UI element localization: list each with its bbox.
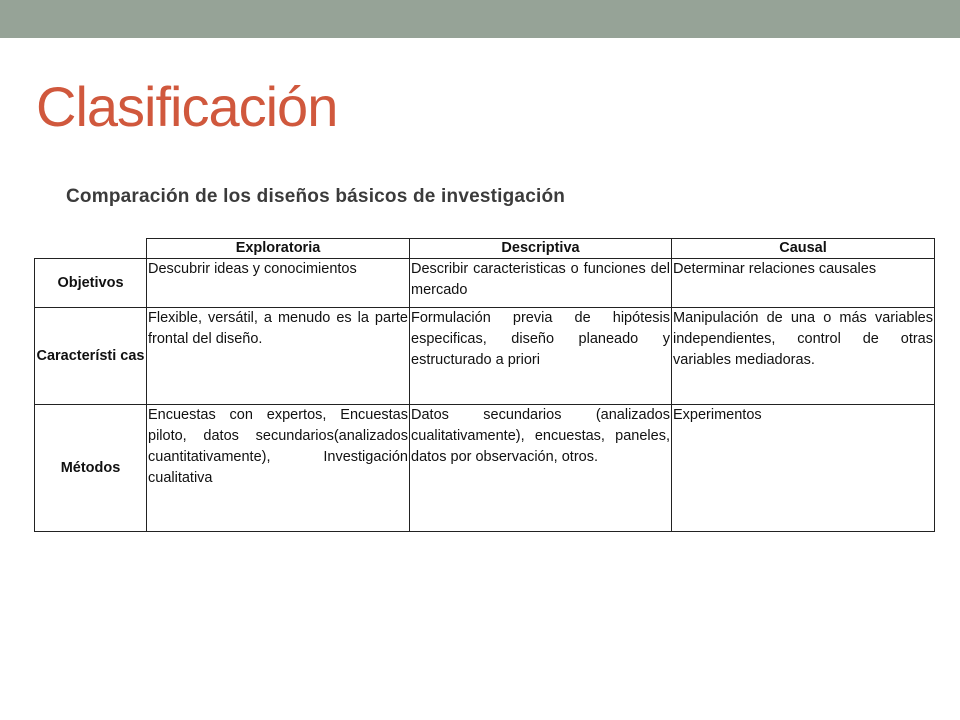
table-row [35,308,935,405]
table-row [35,405,935,532]
table-cell: Formulación previa de hipótesis especificas, diseño planeado y estructurado a priori [410,308,672,405]
table-cell: Encuestas con expertos, Encuestas piloto, datos secundarios(analizados cuantitativamente), Investigación cualitativa [147,405,410,532]
comparison-table [34,238,935,532]
table-cell: Datos secundarios (analizados cualitativamente), encuestas, paneles, datos por observación, otros. [410,405,672,532]
table-cell: Manipulación de una o más variables independientes, control de otras variables mediadoras. [672,308,935,405]
column-header-descriptiva: Descriptiva [410,239,672,259]
top-accent-bar [0,0,960,38]
table-corner-cell [35,239,147,259]
row-header-objetivos: Objetivos [35,259,147,308]
table-cell: Determinar relaciones causales [672,259,935,308]
table-cell: Describir caracteristicas o funciones del mercado [410,259,672,308]
slide-title: Clasificación [36,75,338,138]
table-cell: Flexible, versátil, a menudo es la parte frontal del diseño. [147,308,410,405]
table-row [35,259,935,308]
table-cell: Descubrir ideas y conocimientos [147,259,410,308]
column-header-causal: Causal [672,239,935,259]
table-header-row [35,239,935,259]
row-header-metodos: Métodos [35,405,147,532]
row-header-caracteristicas: Característi cas [35,308,147,405]
table-caption: Comparación de los diseños básicos de investigación [66,186,566,207]
column-header-exploratoria: Exploratoria [147,239,410,259]
table-cell: Experimentos [672,405,935,532]
